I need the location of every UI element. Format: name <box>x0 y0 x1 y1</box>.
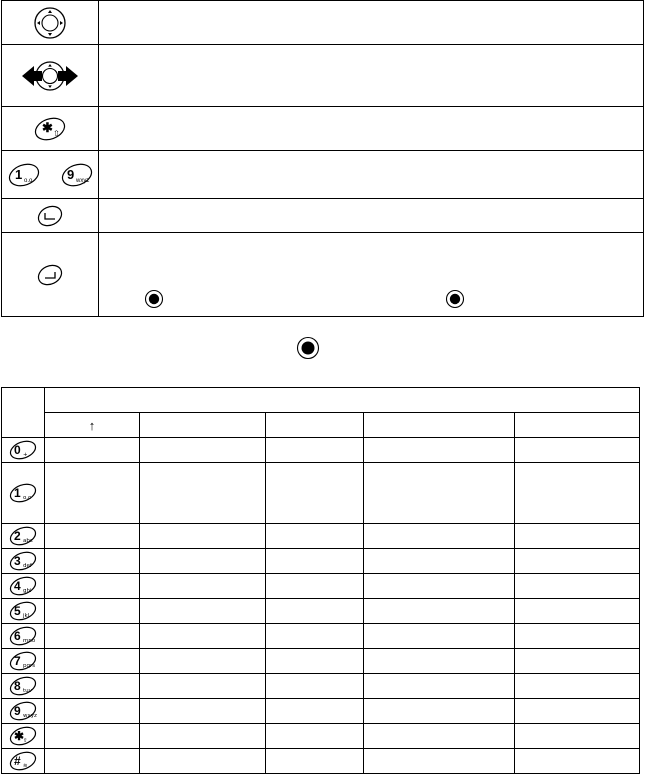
8-key-icon <box>8 676 38 696</box>
table-cell <box>45 674 140 699</box>
table-cell <box>515 574 640 599</box>
key-cell <box>2 599 45 624</box>
4-key-icon <box>8 576 38 596</box>
table-cell <box>515 649 640 674</box>
table-cell <box>266 624 364 649</box>
table-cell <box>140 699 266 724</box>
table-cell <box>515 624 640 649</box>
table-cell <box>364 549 515 574</box>
key-glyph: 0 <box>14 443 21 457</box>
svg-text:⇧: ⇧ <box>53 128 60 138</box>
table-cell <box>364 574 515 599</box>
center-key-icon <box>296 336 320 365</box>
table-cell <box>364 438 515 463</box>
table-cell <box>45 724 140 749</box>
table-cell <box>140 624 266 649</box>
table-cell <box>266 574 364 599</box>
table-cell <box>266 724 364 749</box>
table-cell <box>266 599 364 624</box>
1-key-icon <box>8 483 38 503</box>
table-cell <box>266 749 364 774</box>
key-cell <box>2 107 99 151</box>
key-glyph: 9 <box>14 704 21 718</box>
svg-text:9: 9 <box>66 166 74 182</box>
star-shift-key-icon <box>2 117 98 141</box>
table-cell <box>364 699 515 724</box>
table-cell <box>45 624 140 649</box>
key-cell <box>2 524 45 549</box>
table-cell <box>266 699 364 724</box>
table-cell <box>140 438 266 463</box>
table-cell <box>364 674 515 699</box>
center-key-icon <box>445 289 465 314</box>
table-cell <box>45 549 140 574</box>
0-key-icon <box>8 440 38 460</box>
number-keys-1-9-icon <box>2 163 98 187</box>
key-letters: abc <box>23 538 33 544</box>
table-cell <box>515 463 640 524</box>
key-cell <box>2 151 99 199</box>
table-row <box>2 524 640 549</box>
key-letters: wxyz <box>23 713 37 719</box>
table-row <box>2 749 640 774</box>
key-letters: o.o <box>23 495 32 501</box>
svg-text:✱: ✱ <box>42 119 53 135</box>
description-cell <box>99 151 644 199</box>
key-letters: ⇧ <box>23 738 28 744</box>
key-glyph: 6 <box>14 629 21 643</box>
table-cell <box>140 674 266 699</box>
key-cell <box>2 1 99 45</box>
table-cell <box>515 749 640 774</box>
key-letters: tuv <box>23 688 32 694</box>
left-softkey-icon <box>2 204 98 228</box>
6-key-icon <box>8 626 38 646</box>
table-cell <box>45 463 140 524</box>
table-row <box>2 549 640 574</box>
navigation-key-icon <box>2 6 98 40</box>
table-cell <box>140 549 266 574</box>
table-cell <box>140 574 266 599</box>
key-glyph: # <box>14 754 21 768</box>
key-letters: ghi <box>23 588 32 594</box>
star-key-icon <box>8 726 38 746</box>
table-cell <box>515 599 640 624</box>
key-header-cell <box>2 388 45 438</box>
table-cell <box>515 699 640 724</box>
3-key-icon <box>8 551 38 571</box>
table-cell <box>364 524 515 549</box>
table-cell <box>266 549 364 574</box>
key-cell <box>2 699 45 724</box>
table-row <box>2 438 640 463</box>
key-cell <box>2 199 99 233</box>
key-glyph: ✱ <box>14 729 25 743</box>
table-cell <box>45 524 140 549</box>
table-row <box>2 699 640 724</box>
key-glyph: 3 <box>14 554 21 568</box>
table-row <box>2 463 640 524</box>
table-cell <box>140 524 266 549</box>
table-row <box>2 599 640 624</box>
table-cell <box>364 599 515 624</box>
table-cell <box>515 524 640 549</box>
key-cell <box>2 438 45 463</box>
table-cell <box>364 724 515 749</box>
key-cell <box>2 463 45 524</box>
header-cell <box>515 413 640 438</box>
table-row <box>2 624 640 649</box>
key-cell <box>2 624 45 649</box>
header-cell <box>364 413 515 438</box>
table-cell <box>45 574 140 599</box>
key-letters: + <box>23 452 28 458</box>
right-softkey-icon <box>2 263 98 287</box>
table-cell <box>140 749 266 774</box>
key-glyph: 1 <box>14 486 21 500</box>
table-cell <box>45 649 140 674</box>
key-glyph: 5 <box>14 604 21 618</box>
table-cell <box>266 524 364 549</box>
key-letters: jkl <box>23 613 30 619</box>
table-cell <box>266 463 364 524</box>
table-cell <box>45 749 140 774</box>
up-arrow-icon: ↑ <box>88 417 96 433</box>
table-row <box>2 724 640 749</box>
svg-text:1: 1 <box>14 166 22 182</box>
key-cell <box>2 549 45 574</box>
key-cell <box>2 233 99 317</box>
table-cell <box>45 699 140 724</box>
svg-text:wxyz: wxyz <box>75 177 89 184</box>
9-key-icon <box>8 701 38 721</box>
header-cell <box>140 413 266 438</box>
table-row <box>2 574 640 599</box>
key-letters: ≋ <box>23 763 28 769</box>
description-cell <box>99 199 644 233</box>
table-cell <box>515 724 640 749</box>
hash-key-icon <box>8 751 38 771</box>
arrow-header-cell <box>45 413 140 438</box>
2-key-icon <box>8 526 38 546</box>
key-glyph: 8 <box>14 679 21 693</box>
table-cell <box>266 438 364 463</box>
key-letters: mno <box>23 638 36 644</box>
key-mapping-table <box>1 387 640 774</box>
function-key-table <box>1 0 644 317</box>
description-cell <box>99 45 644 107</box>
table-row <box>2 649 640 674</box>
table-cell <box>45 438 140 463</box>
5-key-icon <box>8 601 38 621</box>
key-glyph: 4 <box>14 579 21 593</box>
key-cell <box>2 749 45 774</box>
table-cell <box>266 649 364 674</box>
group-header-cell <box>45 388 640 413</box>
key-cell <box>2 45 99 107</box>
description-cell <box>99 233 644 317</box>
table-cell <box>364 749 515 774</box>
center-key-icon <box>144 289 164 314</box>
table-cell <box>515 438 640 463</box>
key-letters: def <box>23 563 32 569</box>
description-cell <box>99 107 644 151</box>
key-cell <box>2 724 45 749</box>
key-letters: pqrs <box>23 663 36 669</box>
table-cell <box>140 649 266 674</box>
table-cell <box>140 724 266 749</box>
table-cell <box>45 599 140 624</box>
svg-text:o.o: o.o <box>23 177 32 184</box>
key-glyph: 2 <box>14 529 21 543</box>
table-cell <box>364 463 515 524</box>
table-cell <box>515 674 640 699</box>
key-cell <box>2 674 45 699</box>
table-cell <box>364 624 515 649</box>
table-cell <box>140 463 266 524</box>
navigation-left-right-icon <box>2 58 98 94</box>
description-cell <box>99 1 644 45</box>
key-cell <box>2 574 45 599</box>
table-cell <box>266 674 364 699</box>
table-row <box>2 674 640 699</box>
key-cell <box>2 649 45 674</box>
header-cell <box>266 413 364 438</box>
table-cell <box>364 649 515 674</box>
7-key-icon <box>8 651 38 671</box>
table-cell <box>140 599 266 624</box>
key-glyph: 7 <box>14 654 21 668</box>
table-cell <box>515 549 640 574</box>
